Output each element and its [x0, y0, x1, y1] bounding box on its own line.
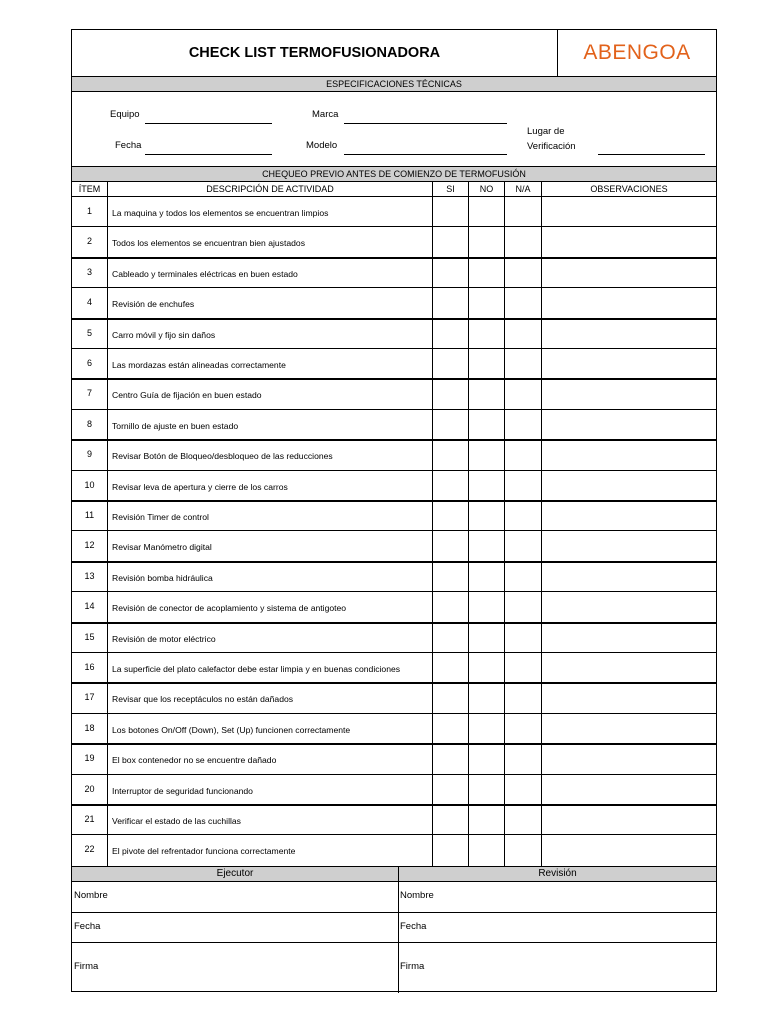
item-description: Revisión de conector de acoplamiento y sistema de antigoteo — [112, 603, 347, 614]
si-cell[interactable] — [433, 288, 468, 318]
col-descripcion: DESCRIPCIÓN DE ACTIVIDAD — [206, 184, 334, 194]
na-cell[interactable] — [505, 288, 541, 318]
no-cell[interactable] — [469, 653, 504, 683]
item-number: 9 — [86, 449, 92, 460]
si-cell[interactable] — [433, 471, 468, 501]
no-cell[interactable] — [469, 379, 504, 409]
si-cell[interactable] — [433, 653, 468, 683]
na-cell[interactable] — [505, 440, 541, 470]
no-cell[interactable] — [469, 744, 504, 774]
fecha-field[interactable] — [145, 154, 272, 155]
observaciones-cell[interactable] — [542, 471, 716, 501]
si-cell[interactable] — [433, 714, 468, 744]
signature-rule-2 — [72, 942, 716, 943]
item-number: 17 — [84, 692, 95, 703]
item-number: 12 — [84, 540, 95, 551]
marca-label: Marca — [312, 109, 339, 120]
item-description: Las mordazas están alineadas correctamente — [112, 360, 286, 370]
no-cell[interactable] — [469, 501, 504, 531]
na-cell[interactable] — [505, 227, 541, 257]
item-number: 10 — [84, 479, 95, 490]
no-cell[interactable] — [469, 683, 504, 713]
table-row — [72, 744, 716, 774]
na-cell[interactable] — [505, 471, 541, 501]
observaciones-cell[interactable] — [542, 592, 716, 622]
fecha-label: Fecha — [115, 140, 142, 151]
no-cell[interactable] — [469, 531, 504, 561]
no-cell[interactable] — [469, 714, 504, 744]
col-no: NO — [479, 184, 494, 194]
observaciones-cell[interactable] — [542, 258, 716, 288]
na-cell[interactable] — [505, 653, 541, 683]
col-divider-no — [504, 182, 505, 866]
na-cell[interactable] — [505, 835, 541, 865]
table-row — [72, 197, 716, 227]
no-cell[interactable] — [469, 197, 504, 227]
observaciones-cell[interactable] — [542, 501, 716, 531]
si-cell[interactable] — [433, 379, 468, 409]
observaciones-cell[interactable] — [542, 379, 716, 409]
item-description: Centro Guía de fijación en buen estado — [112, 390, 262, 401]
si-cell[interactable] — [433, 744, 468, 774]
observaciones-cell[interactable] — [542, 805, 716, 835]
observaciones-cell[interactable] — [542, 562, 716, 592]
na-cell[interactable] — [505, 379, 541, 409]
col-item: ÍTEM — [78, 184, 101, 194]
item-number: 14 — [84, 601, 95, 612]
table-row — [72, 319, 716, 349]
revision-nombre-label: Nombre — [400, 890, 434, 901]
item-number: 11 — [84, 510, 95, 520]
no-cell[interactable] — [469, 775, 504, 805]
si-cell[interactable] — [433, 592, 468, 622]
na-cell[interactable] — [505, 319, 541, 349]
item-number: 3 — [86, 266, 92, 277]
observaciones-cell[interactable] — [542, 653, 716, 683]
specs-band: ESPECIFICACIONES TÉCNICAS — [72, 76, 716, 92]
observaciones-cell[interactable] — [542, 319, 716, 349]
observaciones-cell[interactable] — [542, 197, 716, 227]
ejecutor-firma-label: Firma — [74, 961, 99, 972]
item-number: 21 — [84, 814, 95, 824]
table-row — [72, 440, 716, 470]
na-cell[interactable] — [505, 775, 541, 805]
observaciones-cell[interactable] — [542, 227, 716, 257]
table-row — [72, 379, 716, 409]
table-row — [72, 258, 716, 288]
table-row — [72, 683, 716, 713]
table-row — [72, 714, 716, 744]
item-number: 15 — [84, 631, 95, 642]
col-divider-item — [107, 182, 108, 866]
col-si: SI — [446, 184, 455, 194]
ejecutor-header: Ejecutor — [72, 867, 398, 881]
no-cell[interactable] — [469, 805, 504, 835]
table-row — [72, 288, 716, 318]
signature-rule-1 — [72, 912, 716, 913]
item-number: 18 — [84, 722, 95, 733]
table-row — [72, 471, 716, 501]
lugar-field[interactable] — [598, 154, 705, 155]
no-cell[interactable] — [469, 227, 504, 257]
no-cell[interactable] — [469, 835, 504, 865]
signature-head-rule — [72, 881, 716, 882]
checklist-sheet — [71, 29, 717, 992]
si-cell[interactable] — [433, 197, 468, 227]
no-cell[interactable] — [469, 623, 504, 653]
modelo-label: Modelo — [306, 140, 338, 151]
table-row — [72, 531, 716, 561]
item-number: 13 — [84, 570, 95, 581]
ejecutor-nombre-label: Nombre — [74, 890, 108, 901]
table-row — [72, 349, 716, 379]
item-description: Interruptor de seguridad funcionando — [112, 785, 253, 796]
si-cell[interactable] — [433, 227, 468, 257]
item-description: Revisar Manómetro digital — [112, 542, 212, 553]
equipo-field[interactable] — [145, 123, 272, 124]
item-number: 6 — [86, 358, 92, 368]
no-cell[interactable] — [469, 288, 504, 318]
table-row — [72, 835, 716, 865]
no-cell[interactable] — [469, 319, 504, 349]
si-cell[interactable] — [433, 683, 468, 713]
observaciones-cell[interactable] — [542, 531, 716, 561]
observaciones-cell[interactable] — [542, 410, 716, 440]
observaciones-cell[interactable] — [542, 835, 716, 865]
si-cell[interactable] — [433, 562, 468, 592]
item-description: Los botones On/Off (Down), Set (Up) funcionen correctamente — [112, 724, 351, 735]
col-divider-na — [541, 182, 542, 866]
item-number: 1 — [86, 206, 92, 216]
na-cell[interactable] — [505, 562, 541, 592]
item-description: Carro móvil y fijo sin daños — [112, 329, 216, 340]
no-cell[interactable] — [469, 440, 504, 470]
na-cell[interactable] — [505, 683, 541, 713]
item-description: Tornillo de ajuste en buen estado — [112, 420, 239, 431]
revision-header: Revisión — [399, 867, 716, 881]
item-description: Revisión de enchufes — [112, 299, 195, 310]
table-row — [72, 410, 716, 440]
no-cell[interactable] — [469, 592, 504, 622]
si-cell[interactable] — [433, 349, 468, 379]
item-description: Verificar el estado de las cuchillas — [112, 816, 241, 826]
na-cell[interactable] — [505, 258, 541, 288]
item-description: El pivote del refrentador funciona correctamente — [112, 846, 296, 857]
observaciones-cell[interactable] — [542, 349, 716, 379]
table-row — [72, 227, 716, 257]
lugar-label-2: Verificación — [527, 141, 576, 152]
col-na: N/A — [515, 184, 531, 194]
item-description: Revisión bomba hidráulica — [112, 572, 213, 583]
col-observaciones: OBSERVACIONES — [590, 184, 668, 194]
item-description: Revisión de motor eléctrico — [112, 633, 216, 644]
modelo-field[interactable] — [344, 154, 507, 155]
signature-divider — [398, 866, 399, 993]
item-number: 8 — [86, 418, 92, 429]
na-cell[interactable] — [505, 805, 541, 835]
na-cell[interactable] — [505, 531, 541, 561]
table-row — [72, 501, 716, 531]
item-number: 4 — [86, 297, 92, 308]
item-description: Revisar Botón de Bloqueo/desbloqueo de las reducciones — [112, 451, 333, 462]
na-cell[interactable] — [505, 501, 541, 531]
item-description: El box contenedor no se encuentre dañado — [112, 755, 277, 766]
chequeo-band: CHEQUEO PREVIO ANTES DE COMIENZO DE TERMOFUSIÓN — [72, 166, 716, 182]
item-number: 19 — [84, 753, 95, 764]
no-cell[interactable] — [469, 562, 504, 592]
item-number: 20 — [84, 783, 95, 794]
si-cell[interactable] — [433, 775, 468, 805]
item-number: 7 — [86, 388, 92, 399]
si-cell[interactable] — [433, 835, 468, 865]
col-divider-si — [468, 182, 469, 866]
si-cell[interactable] — [433, 319, 468, 349]
page-title: CHECK LIST TERMOFUSIONADORA — [188, 45, 441, 61]
item-description: Revisar que los receptáculos no están dañados — [112, 694, 294, 705]
table-row — [72, 653, 716, 683]
si-cell[interactable] — [433, 623, 468, 653]
si-cell[interactable] — [433, 440, 468, 470]
observaciones-cell[interactable] — [542, 714, 716, 744]
lugar-label-1: Lugar de — [527, 126, 565, 137]
si-cell[interactable] — [433, 258, 468, 288]
si-cell[interactable] — [433, 531, 468, 561]
marca-field[interactable] — [344, 123, 507, 124]
observaciones-cell[interactable] — [542, 775, 716, 805]
ejecutor-fecha-label: Fecha — [74, 921, 101, 932]
si-cell[interactable] — [433, 805, 468, 835]
no-cell[interactable] — [469, 410, 504, 440]
item-description: La maquina y todos los elementos se encuentran limpios — [112, 208, 329, 218]
item-description: La superficie del plato calefactor debe estar limpia y en buenas condiciones — [112, 664, 401, 674]
observaciones-cell[interactable] — [542, 288, 716, 318]
item-description: Todos los elementos se encuentran bien ajustados — [112, 238, 306, 249]
na-cell[interactable] — [505, 197, 541, 227]
table-row — [72, 805, 716, 835]
na-cell[interactable] — [505, 623, 541, 653]
si-cell[interactable] — [433, 501, 468, 531]
abengoa-logo: ABENGOA — [583, 41, 691, 64]
table-row — [72, 623, 716, 653]
table-row — [72, 592, 716, 622]
col-divider-desc — [432, 182, 433, 866]
revision-firma-label: Firma — [400, 961, 425, 972]
table-row — [72, 562, 716, 592]
observaciones-cell[interactable] — [542, 623, 716, 653]
observaciones-cell[interactable] — [542, 744, 716, 774]
na-cell[interactable] — [505, 592, 541, 622]
observaciones-cell[interactable] — [542, 440, 716, 470]
na-cell[interactable] — [505, 714, 541, 744]
na-cell[interactable] — [505, 744, 541, 774]
item-number: 22 — [84, 844, 95, 855]
item-description: Cableado y terminales eléctricas en buen estado — [112, 268, 298, 279]
na-cell[interactable] — [505, 349, 541, 379]
item-number: 16 — [84, 662, 95, 672]
table-row — [72, 775, 716, 805]
no-cell[interactable] — [469, 258, 504, 288]
item-number: 5 — [86, 327, 92, 338]
revision-fecha-label: Fecha — [400, 921, 427, 932]
observaciones-cell[interactable] — [542, 683, 716, 713]
no-cell[interactable] — [469, 471, 504, 501]
equipo-label: Equipo — [110, 109, 140, 120]
item-description: Revisar leva de apertura y cierre de los carros — [112, 481, 288, 492]
item-description: Revisión Timer de control — [112, 512, 209, 522]
na-cell[interactable] — [505, 410, 541, 440]
si-cell[interactable] — [433, 410, 468, 440]
item-number: 2 — [86, 236, 92, 247]
no-cell[interactable] — [469, 349, 504, 379]
